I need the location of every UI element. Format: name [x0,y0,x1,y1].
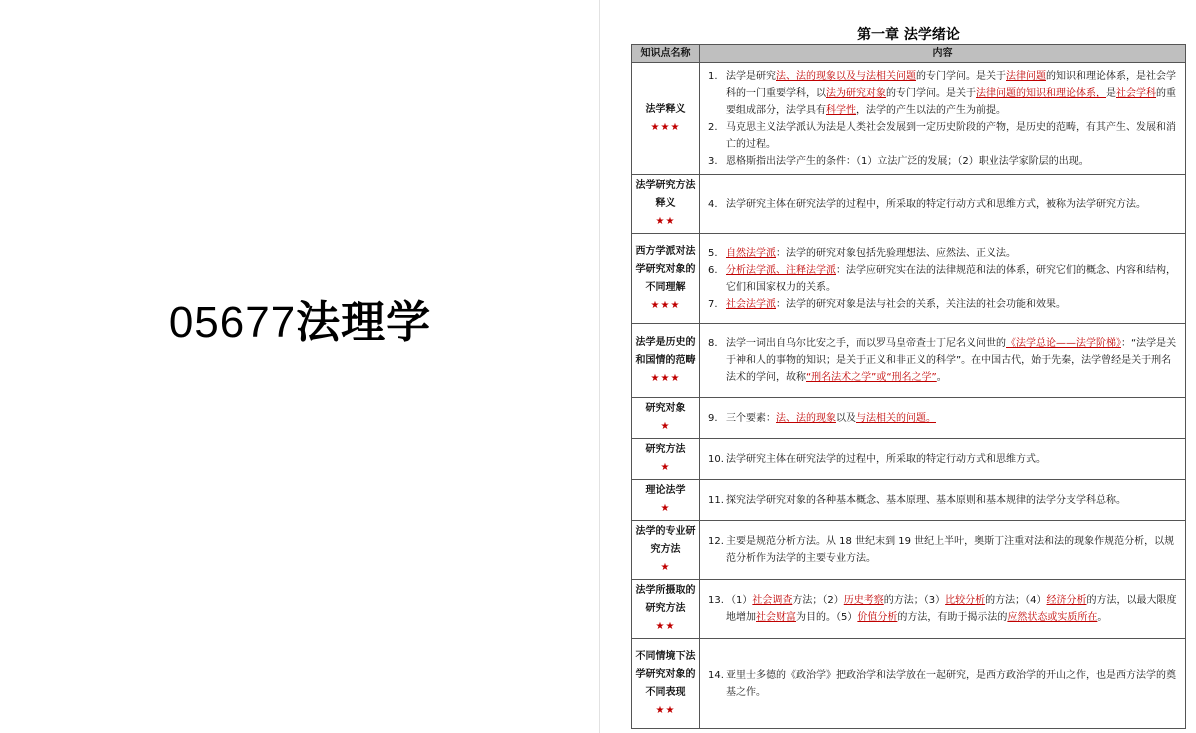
text-segment: ：“法学是关于神和人的事物的知识；是关于正义和非正义的科学”。在中国古代，始于先秦，法学曾经是关于刑名法术的学问，故称 [726,338,1177,383]
text-segment: 以及 [836,412,856,424]
highlighted-term: 应然状态或实质所在 [1007,612,1098,623]
highlighted-term: 法律问题的知识和理论体系， [976,87,1106,99]
knowledge-point-name: 西方学派对法学研究对象的不同理解 [635,245,696,293]
item-text [726,153,1179,170]
text-segment: 法学研究主体在研究法学的过程中，所采取的特定行动方式和思维方式，被称为法学研究方法。 [726,198,1146,210]
content-item [704,335,1179,386]
content-item [704,68,1179,119]
course-name: 法理学 [296,297,432,348]
text-segment: 的方法；（3） [883,595,946,606]
text-segment: 法学一词出自乌尔比安之手，而以罗马皇帝查士丁尼名义问世的 [726,338,1006,349]
knowledge-point-name: 法学所摄取的研究方法 [635,585,696,614]
table-row [632,580,1186,639]
text-segment: 的重要组成部分，法学具有 [726,87,1176,116]
content-item [704,533,1179,567]
chapter-title: 第一章 法学绪论 [857,27,960,43]
text-segment: 法学研究主体在研究法学的过程中，所采取的特定行动方式和思维方式。 [726,453,1046,465]
highlighted-term: 社会学科 [1116,87,1156,99]
text-segment: 方法；（2） [792,595,844,606]
text-segment: （1） [726,595,753,606]
highlighted-term: 法律问题 [1006,70,1046,82]
importance-stars: ★★★ [650,372,681,384]
highlighted-term: 与法相关的问题。 [856,412,936,424]
table-header-row [632,45,1186,63]
item-text [726,667,1179,701]
table-row [632,398,1186,439]
table-row [632,324,1186,398]
item-text [726,68,1179,119]
knowledge-point-name-cell [632,580,700,639]
text-segment: ：法学应研究实在法的法律规范和法的体系，研究它们的概念、内容和结构，它们和国家权力的关系。 [726,264,1176,293]
text-segment: 为目的。（5） [796,612,858,623]
importance-stars: ★ [660,562,671,573]
item-number: 5. [708,247,718,259]
highlighted-term: 比较分析 [945,595,986,606]
item-number: 13. [708,595,724,606]
highlighted-term: 分析法学派、注释法学派 [726,264,836,276]
knowledge-point-name: 法学的专业研究方法 [635,526,696,555]
item-text [726,492,1179,509]
highlighted-term: “刑名法术之学”或“刑名之学” [806,372,937,383]
content-cell [700,324,1186,398]
text-segment: 三个要素： [726,412,776,424]
course-code: 05677 [168,298,297,347]
item-text [726,119,1179,153]
content-item [704,667,1179,701]
content-cell [700,580,1186,639]
text-segment: 的方法，有助于揭示法的 [897,612,1008,623]
item-number: 14. [708,669,724,681]
table-row [632,480,1186,521]
item-number: 3. [708,155,718,167]
content-item [704,119,1179,153]
knowledge-point-name-cell [632,175,700,234]
text-segment: 的方法；（4） [985,595,1047,606]
text-segment: 亚里士多德的《政治学》把政治学和法学放在一起研究，是西方政治学的开山之作，也是西方法学的奠基之作。 [726,669,1176,698]
item-number: 9. [708,412,718,424]
item-text [726,196,1179,213]
item-number: 12. [708,536,724,547]
highlighted-term: 价值分析 [857,612,898,623]
highlighted-term: 法为研究对象 [826,87,886,99]
highlighted-term: 社会法学派 [726,298,776,310]
text-segment: ，法学的产生以法的产生为前提。 [856,104,1006,116]
highlighted-term: 社会调查 [752,595,793,606]
text-segment: 的专门学问。是关于 [916,70,1006,82]
knowledge-point-name-cell [632,324,700,398]
right-page [601,0,1196,733]
knowledge-point-name: 法学研究方法释义 [635,180,696,209]
text-segment: 是 [1106,87,1116,99]
knowledge-point-name: 不同情境下法学研究对象的不同表现 [635,650,696,698]
text-segment: 探究法学研究对象的各种基本概念、基本原理、基本原则和基本规律的法学分支学科总称。 [726,494,1126,506]
knowledge-point-name-cell [632,63,700,175]
knowledge-point-name: 研究方法 [645,444,686,455]
importance-stars: ★★★ [650,121,681,133]
item-text [726,262,1179,296]
text-segment: 主要是规范分析方法。从 18 世纪末到 19 世纪上半叶，奥斯丁注重对法和法的现象作规范分析，以规范分析作为法学的主要专业方法。 [726,536,1175,564]
table-body [632,63,1186,729]
highlighted-term: 法、法的现象以及与法相关问题 [776,70,916,82]
item-text [726,335,1179,386]
item-number: 10. [708,453,724,465]
knowledge-point-name-cell [632,480,700,521]
content-cell [700,639,1186,729]
highlighted-term: 社会财富 [756,612,796,623]
header-content: 内容 [700,45,1186,63]
item-number: 1. [708,70,718,82]
text-segment: ：法学的研究对象包括先验理想法、应然法、正义法。 [776,247,1016,259]
importance-stars: ★ [660,462,671,473]
item-text [726,245,1179,262]
content-cell [700,439,1186,480]
highlighted-term: 自然法学派 [726,247,776,259]
content-item [704,262,1179,296]
content-item [704,196,1179,213]
content-cell [700,63,1186,175]
item-number: 6. [708,264,718,276]
table-row [632,63,1186,175]
highlighted-term: 《法学总论——法学阶梯》 [1006,338,1121,349]
knowledge-point-name: 理论法学 [645,485,686,496]
highlighted-term: 历史考察 [843,595,884,606]
importance-stars: ★★ [655,216,676,227]
content-cell [700,175,1186,234]
importance-stars: ★ [660,421,671,432]
cover-title [0,286,600,350]
item-text [726,592,1179,626]
item-text [726,296,1179,313]
text-segment: 马克思主义法学派认为法是人类社会发展到一定历史阶段的产物，是历史的范畴，有其产生、发展和消亡的过程。 [726,121,1176,150]
content-item [704,592,1179,626]
knowledge-point-name-cell [632,398,700,439]
importance-stars: ★★★ [650,299,681,311]
table-row [632,521,1186,580]
knowledge-point-name-cell [632,639,700,729]
content-item [704,451,1179,468]
content-cell [700,521,1186,580]
content-item [704,153,1179,170]
text-segment: 恩格斯指出法学产生的条件：（1）立法广泛的发展；（2）职业法学家阶层的出现。 [726,155,1089,167]
importance-stars: ★★ [655,621,676,632]
text-segment: 法学是研究 [726,70,776,82]
highlighted-term: 经济分析 [1046,595,1087,606]
item-text [726,410,1179,427]
table-row [632,175,1186,234]
item-number: 2. [708,121,718,133]
knowledge-point-name: 法学是历史的和国情的范畴 [635,336,696,366]
text-segment: 的知识和理论体系，是社会学科的一门重要学科，以 [726,70,1176,99]
knowledge-point-name-cell [632,521,700,580]
content-item [704,492,1179,509]
table-row [632,439,1186,480]
item-number: 7. [708,298,718,310]
importance-stars: ★ [660,503,671,514]
knowledge-point-name-cell [632,234,700,324]
content-cell [700,480,1186,521]
content-item [704,296,1179,313]
table-row [632,234,1186,324]
item-number: 4. [708,198,718,210]
item-text [726,451,1179,468]
highlighted-term: 法、法的现象 [776,412,836,424]
content-cell [700,234,1186,324]
text-segment: 。 [1097,612,1108,623]
knowledge-point-name-cell [632,439,700,480]
text-segment: 。 [936,372,947,383]
text-segment: 的方法，以最大限度地增加 [726,595,1177,623]
item-number: 11. [708,494,724,506]
importance-stars: ★★ [655,704,676,716]
content-item [704,410,1179,427]
item-text [726,533,1179,567]
text-segment: 的专门学问。是关于 [886,87,976,99]
knowledge-point-name: 研究对象 [645,403,686,414]
header-name: 知识点名称 [632,45,700,63]
content-cell [700,398,1186,439]
item-number: 8. [708,338,718,349]
knowledge-point-name: 法学释义 [645,103,686,115]
table-row [632,639,1186,729]
highlighted-term: 科学性 [826,104,856,116]
text-segment: ：法学的研究对象是法与社会的关系，关注法的社会功能和效果。 [776,298,1066,310]
content-item [704,245,1179,262]
knowledge-table [631,44,1186,729]
